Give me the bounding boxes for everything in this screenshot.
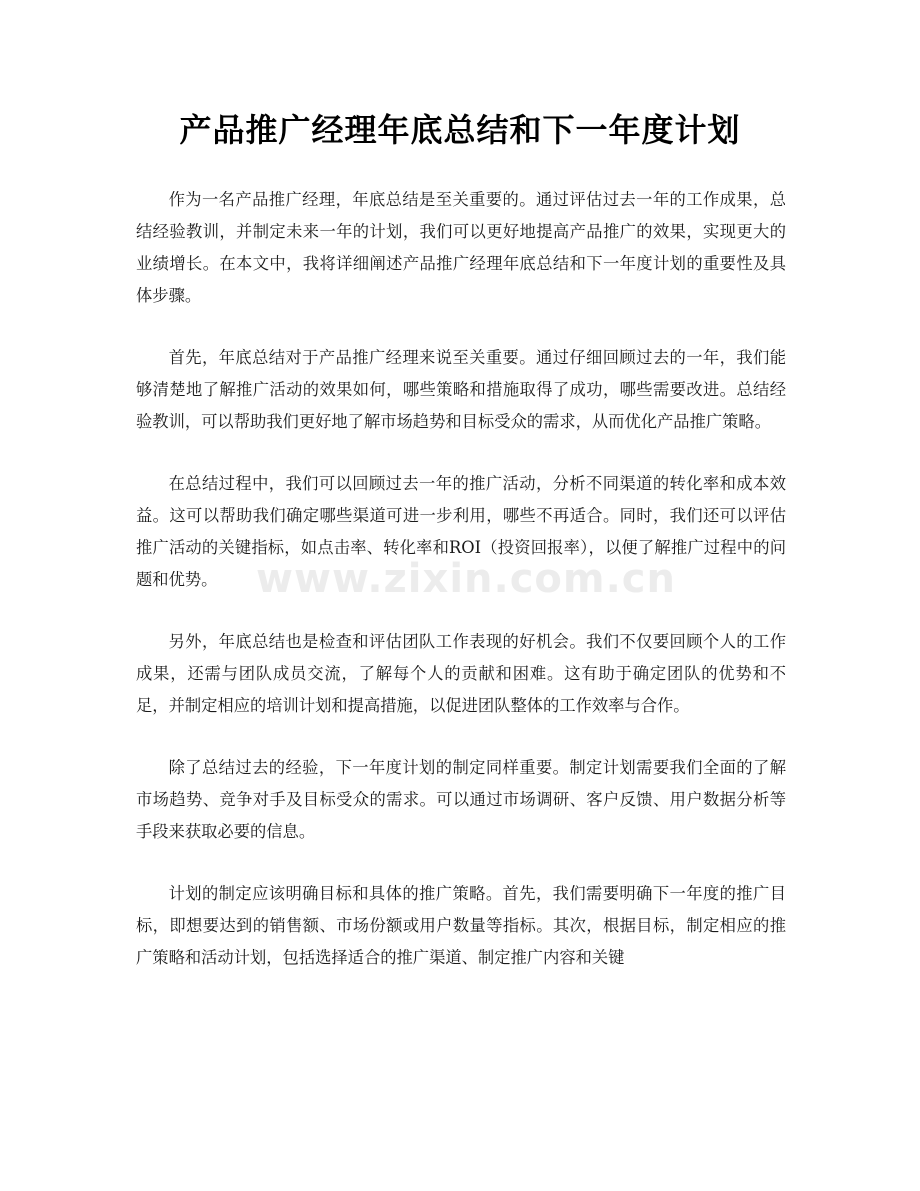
paragraph-6: 计划的制定应该明确目标和具体的推广策略。首先，我们需要明确下一年度的推广目标，即想要达到的销售额、市场份额或用户数量等指标。其次，根据目标，制定相应的推广策略和活动计划，包括选择适合的推广渠道、制定推广内容和关键 <box>136 884 786 967</box>
watermark: www.zixin.com.cn <box>256 556 676 602</box>
paragraph-4: 另外，年底总结也是检查和评估团队工作表现的好机会。我们不仅要回顾个人的工作成果，还需与团队成员交流，了解每个人的贡献和困难。这有助于确定团队的优势和不足，并制定相应的培训计划和提高措施，以促进团队整体的工作效率与合作。 <box>136 632 786 715</box>
paragraph-5: 除了总结过去的经验，下一年度计划的制定同样重要。制定计划需要我们全面的了解市场趋势、竞争对手及目标受众的需求。可以通过市场调研、客户反馈、用户数据分析等手段来获取必要的信息。 <box>136 758 786 841</box>
paragraph-3: 在总结过程中，我们可以回顾过去一年的推广活动，分析不同渠道的转化率和成本效益。这可以帮助我们确定哪些渠道可进一步利用，哪些不再适合。同时，我们还可以评估推广活动的关键指标，如点击率、转化率和ROI（投资回报率），以便了解推广过程中的问题和优势。 <box>136 474 786 589</box>
document-title: 产品推广经理年底总结和下一年度计划 <box>179 111 741 149</box>
paragraph-2: 首先，年底总结对于产品推广经理来说至关重要。通过仔细回顾过去的一年，我们能够清楚地了解推广活动的效果如何，哪些策略和措施取得了成功，哪些需要改进。总结经验教训，可以帮助我们更好地了解市场趋势和目标受众的需求，从而优化产品推广策略。 <box>136 348 786 431</box>
paragraph-1: 作为一名产品推广经理，年底总结是至关重要的。通过评估过去一年的工作成果，总结经验教训，并制定未来一年的计划，我们可以更好地提高产品推广的效果，实现更大的业绩增长。在本文中，我将详细阐述产品推广经理年底总结和下一年度计划的重要性及具体步骤。 <box>136 190 786 305</box>
document-body <box>136 184 786 1004</box>
